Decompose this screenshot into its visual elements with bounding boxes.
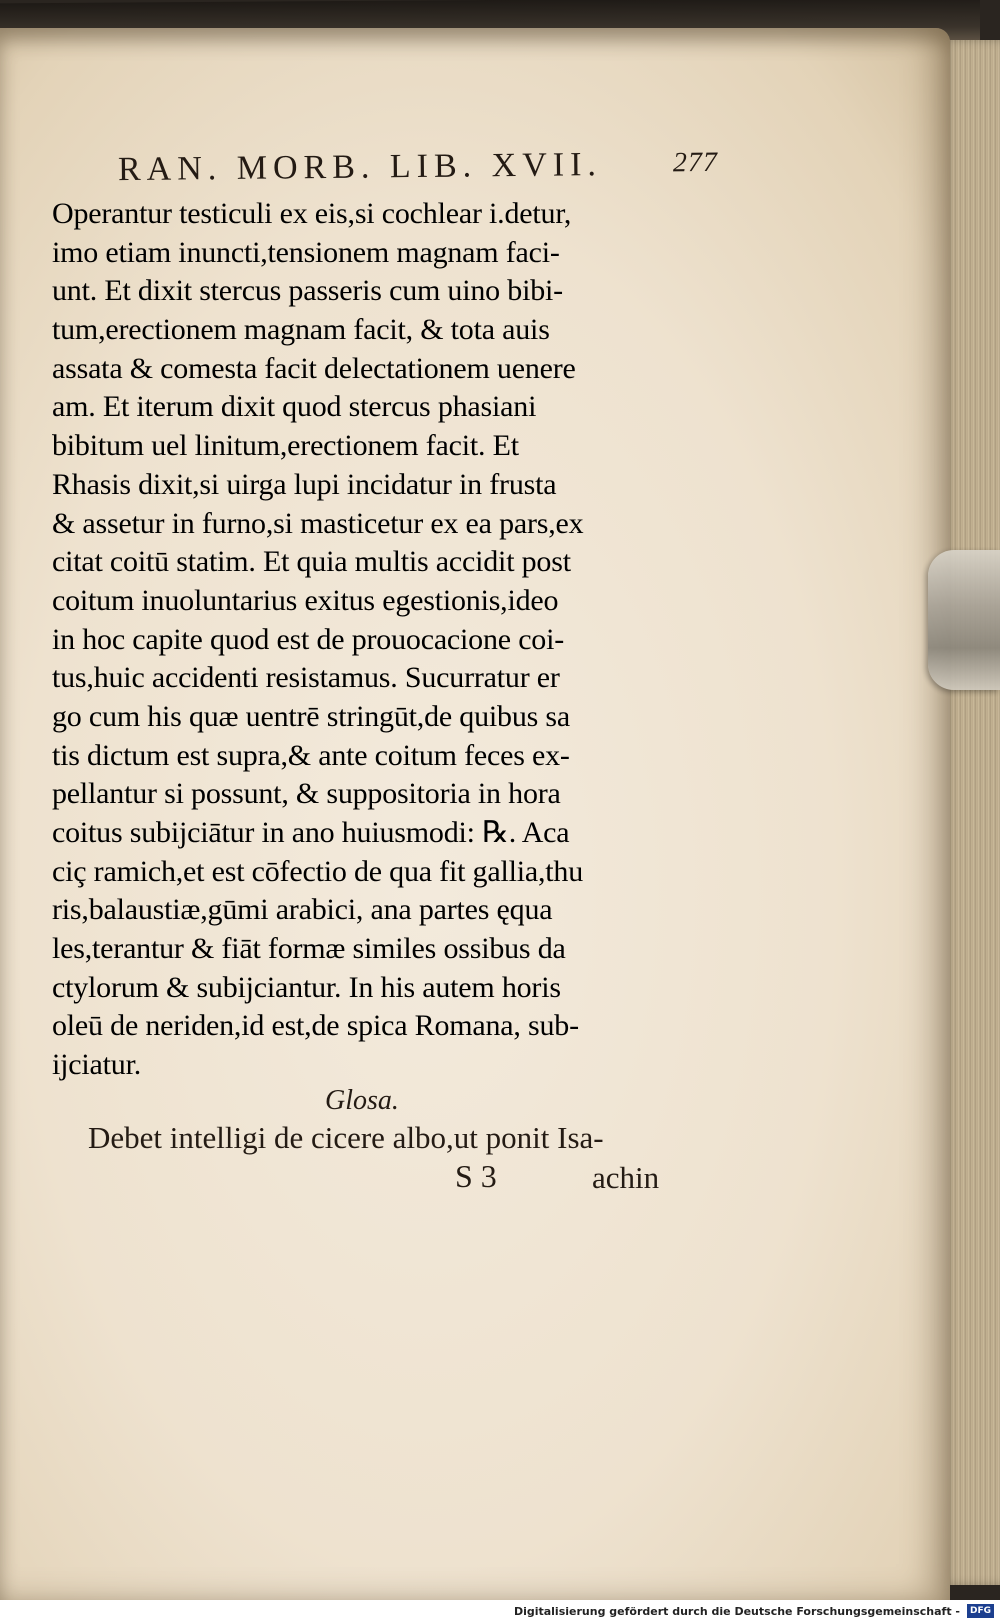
gloss-heading: Glosa.	[325, 1085, 399, 1116]
footer-credit: Digitalisierung gefördert durch die Deutsche Forschungsgemeinschaft -	[513, 1605, 960, 1618]
text-line: coitum inuoluntarius exitus egestionis,ideo	[52, 583, 559, 617]
text-line: les,terantur & fiāt formæ similes ossibus da	[52, 932, 566, 966]
text-line: & assetur in furno,si masticetur ex ea pars,ex	[52, 506, 584, 540]
signature-mark: S 3	[455, 1158, 497, 1194]
running-head-title: RAN. MORB. LIB. XVII.	[117, 146, 603, 189]
gloss-first-line: Debet intelligi de cicere albo,ut ponit Isa-	[88, 1120, 604, 1155]
text-line: ijciatur.	[52, 1048, 142, 1082]
book-clasp	[928, 550, 1000, 690]
text-line: Operantur testiculi ex eis,si cochlear i.detur,	[52, 197, 572, 230]
body-text	[52, 195, 702, 1085]
text-line: go cum his quæ uentrē stringūt,de quibus sa	[52, 699, 571, 733]
text-line: am. Et iterum dixit quod stercus phasiani	[52, 390, 537, 424]
digitization-footer	[0, 1600, 1000, 1624]
text-line: oleū de neriden,id est,de spica Romana, sub-	[52, 1009, 579, 1043]
text-line: tum,erectionem magnam facit, & tota auis	[52, 313, 550, 347]
text-line: pellantur si possunt, & suppositoria in hora	[52, 777, 561, 811]
text-line: ctylorum & subijciantur. In his autem horis	[52, 970, 561, 1004]
text-line: unt. Et dixit stercus passeris cum uino bibi-	[52, 274, 563, 308]
folio-number: 277	[672, 146, 719, 179]
text-line: citat coitū statim. Et quia multis accidit post	[52, 545, 571, 579]
text-line: ris,balaustiæ,gūmi arabici, ana partes ęqua	[52, 893, 553, 927]
text-line: ciç ramich,et est cōfectio de qua fit gallia,thu	[52, 854, 584, 888]
text-line: coitus subijciātur in ano huiusmodi: ℞. Aca	[52, 816, 570, 849]
running-head	[118, 145, 718, 189]
catchword: achin	[592, 1160, 660, 1195]
text-line: tus,huic accidenti resistamus. Sucurratur er	[52, 661, 560, 695]
dfg-logo: DFG	[967, 1604, 994, 1618]
text-line: imo etiam inuncti,tensionem magnam faci-	[52, 235, 560, 269]
text-line: bibitum uel linitum,erectionem facit. Et	[52, 429, 519, 463]
text-line: in hoc capite quod est de prouocacione coi-	[52, 622, 565, 656]
text-line: tis dictum est supra,& ante coitum feces ex-	[52, 738, 570, 772]
text-line: assata & comesta facit delectationem uenere	[52, 351, 576, 385]
text-line: Rhasis dixit,si uirga lupi incidatur in frusta	[52, 467, 557, 501]
